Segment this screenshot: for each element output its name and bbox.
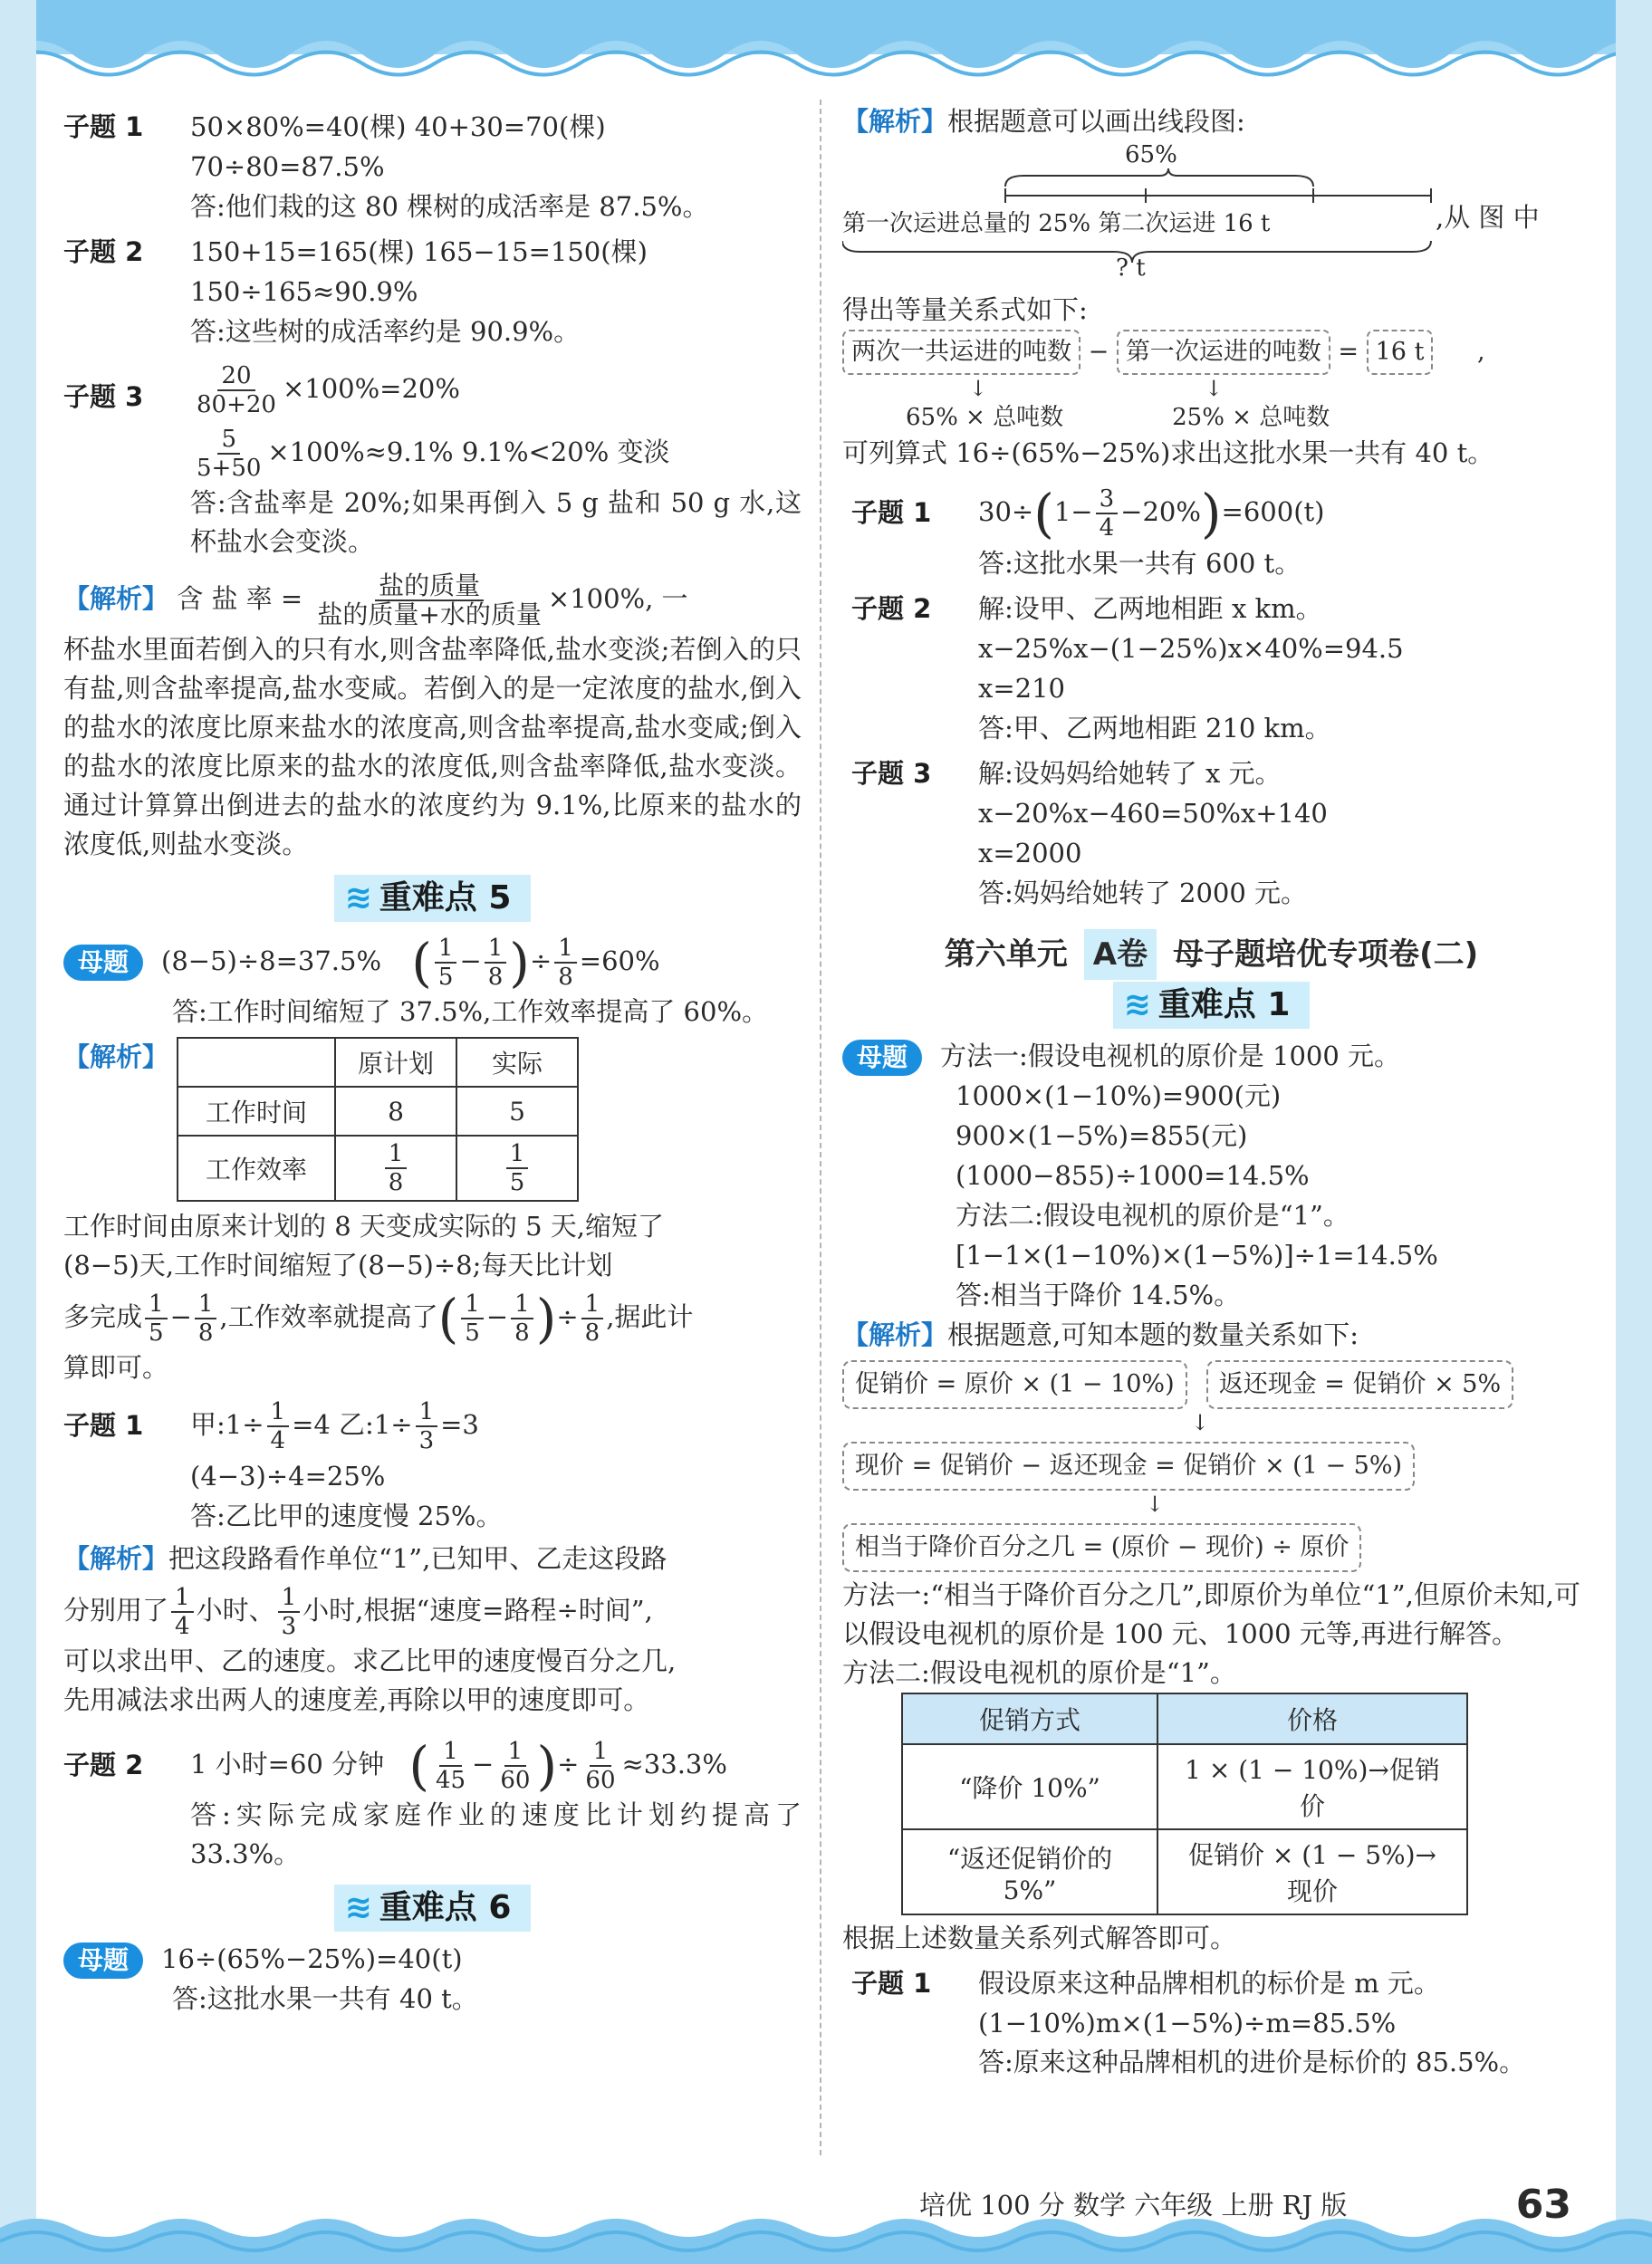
mother-problem-badge: 母题 (63, 1943, 143, 1979)
equation-boxes: 两次一共运进的吨数 − 第一次运进的吨数 = 16 t , (842, 330, 1580, 375)
analysis-tag: 【解析】 (63, 1041, 169, 1072)
column-divider (820, 100, 821, 2155)
subproblem-label: 子题 2 (63, 1750, 144, 1780)
right-subproblem-3: 子题 3 解:设妈妈给她转了 x 元。 x−20%x−460=50%x+140 x=2000 答:妈妈给她转了 2000 元。 (851, 758, 1328, 908)
calc-line: (4−3)÷4=25% (190, 1461, 386, 1492)
analysis-table-block (63, 1037, 802, 1202)
analysis-text: 杯盐水里面若倒入的只有水,则含盐率降低,盐水变淡;若倒入的只有盐,则含盐率提高,盐水变咸。若倒入的是一定浓度的盐水,倒入的盐水的浓度比原来盐水的浓度高,则含盐率提高,盐水变咸;倒入的盐水的浓度比原来的盐水的浓度低,则含盐率降低,盐水变淡。通过计算算出倒进去的盐水的浓度约为 9.1%,比原来的盐水的浓度低,则盐水变淡。 (63, 634, 802, 859)
fraction: $\frac{\text{盐的质量}}{\text{盐的质量+水的质量}}$ (317, 571, 542, 629)
section-heading-1: ≋ 重难点 1 (842, 982, 1580, 1029)
right-border (1616, 0, 1652, 2264)
subproblem-2 (63, 232, 802, 351)
right-subproblem-4: 子题 1 假设原来这种品牌相机的标价是 m 元。 (1−10%)m×(1−5%)÷m=85.5% 答:原来这种品牌相机的进价是标价的 85.5%。 (851, 1968, 1526, 2077)
subproblem-1 (63, 107, 802, 226)
relation-box: 促销价 = 原价 × (1 − 10%) (842, 1360, 1187, 1409)
analysis-line-diagram: 【解析】根据题意可以画出线段图: 65% 第一次运进总量的 25% 第二次运进 16 t ,从 图 中 ? t 得出等量关系式如下: 两次一共运进的吨数 − 第一次运进的吨数 = 16 t , ↓ ↓ 65% × 总吨数 25% × 总吨数 可列算式 16÷(65%−25%)求出这批水果一共有 40 t。 (842, 101, 1580, 473)
page-number: 63 (1515, 2182, 1571, 2228)
mother-problem-badge: 母题 (63, 945, 143, 981)
wave-icon: ≋ (344, 1889, 372, 1926)
section-heading-5: ≋ 重难点 5 (63, 875, 802, 922)
down-arrow-icon: ↓ ↓ (969, 376, 1224, 401)
section-heading-6: ≋ 重难点 6 (63, 1885, 802, 1932)
fraction: $\frac{20}{80+20}$ (197, 362, 276, 418)
wave-icon: ≋ (1123, 986, 1151, 1023)
analysis-tag: 【解析】 (63, 583, 169, 614)
subproblem-label: 子题 2 (63, 236, 144, 267)
right-subproblem-2: 子题 2 解:设甲、乙两地相距 x km。 x−25%x−(1−25%)x×40%=94.5 x=210 答:甲、乙两地相距 210 km。 (851, 593, 1404, 743)
answer-line: 答:含盐率是 20%;如果再倒入 5 g 盐和 50 g 水,这杯盐水会变淡。 (190, 487, 802, 557)
relation-box: 返还现金 = 促销价 × 5% (1206, 1360, 1513, 1409)
subproblem-label: 子题 3 (63, 381, 144, 412)
calc-line: 50×80%=40(棵) 40+30=70(棵) (190, 111, 606, 142)
mother-problem-badge: 母题 (842, 1040, 922, 1076)
calc-line: $\frac{20}{80+20}$ ×100%=20% (190, 357, 802, 420)
down-arrow-icon: ↓ (1191, 1410, 1210, 1435)
discount-table: 促销方式 价格 “降价 10%” 1 × (1 − 10%)→促销价 “返还促销价的 5%” 促销价 × (1 − 5%)→现价 (901, 1693, 1468, 1915)
footer-text: 培优 100 分 数学 六年级 上册 RJ 版 (919, 2190, 1348, 2221)
analysis-1: 【解析】 含 盐 率 = $\frac{\text{盐的质量}}{\text{盐的质量+水的质量}}$ ×100%, 一 杯盐水里面若倒入的只有水,则含盐率降低,盐水变淡;若倒入的只有盐,则含盐率提高,盐水变咸。若倒入的是一定浓度的盐水,倒入的盐水的浓度比原来盐水的浓度高,则含盐率提高,盐水变咸;倒入的盐水的浓度比原来的盐水的浓度低,则含盐率降低,盐水变淡。通过计算算出倒进去的盐水的浓度约为 9.1%,比原来的盐水的浓度低,则盐水变淡。 (63, 567, 802, 864)
relation-box: 现价 = 促销价 − 返还现金 = 促销价 × (1 − 5%) (842, 1442, 1415, 1491)
unit-title: 第六单元 A卷 母子题培优专项卷(二) (842, 929, 1580, 980)
subproblem-label: 子题 1 (63, 1410, 144, 1441)
right-mother-problem: 母题 方法一:假设电视机的原价是 1000 元。 1000×(1−10%)=900(元) 900×(1−5%)=855(元) (1000−855)÷1000=14.5% 方法二:假设电视机的原价是“1”。 [1−1×(1−10%)×(1−5%)]÷1=14.5% 答:相当于降价 14.5%。 (842, 1036, 1580, 1315)
answer-line: 答:这些树的成活率约是 90.9%。 (190, 316, 581, 347)
work-table: 原计划 实际 工作时间 8 5 工作效率 $\frac{1}{8}$ $\frac{1}{5}$ (177, 1037, 579, 1202)
mother-problem-6: 母题 16÷(65%−25%)=40(t) 答:这批水果一共有 40 t。 (63, 1939, 802, 2019)
down-arrow-icon: ↓ (1146, 1492, 1165, 1517)
page-footer (919, 2178, 1571, 2232)
wave-icon: ≋ (344, 879, 372, 916)
calc-line: 150+15=165(棵) 165−15=150(棵) (190, 236, 648, 267)
left-border (0, 0, 36, 2264)
answer-line: 答:他们栽的这 80 棵树的成活率是 87.5%。 (190, 191, 709, 222)
answer-line: 答:实际完成家庭作业的速度比计划约提高了 33.3%。 (190, 1799, 802, 1869)
analysis-3: 【解析】把这段路看作单位“1”,已知甲、乙走这段路 分别用了 $\frac{1}{4}$ 小时、 $\frac{1}{3}$ 小时,根据“速度=路程÷时间”, 可以求出甲、乙的速度。求乙比甲的速度慢百分之几, 先用减法求出两人的速度差,再除以甲的速度即可。 (63, 1543, 677, 1715)
relation-box: 相当于降价百分之几 = (原价 − 现价) ÷ 原价 (842, 1523, 1361, 1572)
calc-line: 150÷165≈90.9% (190, 276, 418, 307)
right-subproblem-1: 子题 1 30÷(1− $\frac{3}{4}$ −20%)=600(t) 答:这批水果一共有 600 t。 (851, 483, 1325, 579)
segment-diagram: 65% 第一次运进总量的 25% 第二次运进 16 t ,从 图 中 ? t (842, 141, 1580, 277)
answer-line: 答:这批水果一共有 40 t。 (172, 1983, 478, 2014)
calc-line: 70÷80=87.5% (190, 151, 385, 182)
top-wave-border (0, 0, 1652, 86)
right-column (842, 101, 1580, 2082)
analysis-2: 工作时间由原来计划的 8 天变成实际的 5 天,缩短了 (8−5)天,工作时间缩短了(8−5)÷8;每天比计划 多完成 $\frac{1}{5}$ − $\frac{1}{8}$ ,工作效率就提高了( $\frac{1}{5}$ − $\frac{1}{8}$ )÷ $\frac{1}{8}$ ,据此计 算即可。 (63, 1211, 694, 1383)
left-column (63, 101, 802, 2019)
subproblem-2b: 子题 2 1 小时=60 分钟 ( $\frac{1}{45}$ − $\frac{1}{60}$ )÷ $\frac{1}{60}$ ≈33.3% 答:实际完成家庭作业的速度比计划约提高了 33.3%。 (63, 1732, 802, 1874)
fraction: $\frac{5}{5+50}$ (197, 426, 262, 482)
calc-line: $\frac{5}{5+50}$ ×100%≈9.1% 9.1%<20% 变淡 (190, 420, 802, 484)
answer-line: 答:工作时间缩短了 37.5%,工作效率提高了 60%。 (172, 996, 769, 1027)
answer-line: 答:乙比甲的速度慢 25%。 (190, 1501, 503, 1531)
mother-problem-5: 母题 (8−5)÷8=37.5% ( $\frac{1}{5}$ − $\frac{1}{8}$ )÷ $\frac{1}{8}$ =60% 答:工作时间缩短了 37.5%,工作效率提高了 60%。 (63, 929, 802, 1031)
subproblem-label: 子题 1 (63, 111, 144, 142)
right-analysis-2: 【解析】根据题意,可知本题的数量关系如下: 促销价 = 原价 × (1 − 10%) 返还现金 = 促销价 × 5% ↓ 现价 = 促销价 − 返还现金 = 促销价 × (1 − 5%) ↓ 相当于降价百分之几 = (原价 − 现价) ÷ 原价 方法一:“相当于降价百分之几”,即原价为单位“1”,但原价未知,可以假设电视机的原价是 100 元、1000 元等,再进行解答。 方法二:假设电视机的原价是“1”。 促销方式 价格 “降价 10%” 1 × (1 − 10%)→促销价 “返还促销价的 5%” 促销价 × (1 − 5%)→现价 根据上述数量关系列式解答即可。 (842, 1319, 1580, 1953)
subproblem-1b: 子题 1 甲:1÷ $\frac{1}{4}$ =4 乙:1÷ $\frac{1}{3}$ =3 (4−3)÷4=25% 答:乙比甲的速度慢 25%。 (63, 1393, 802, 1536)
subproblem-3 (63, 357, 802, 561)
